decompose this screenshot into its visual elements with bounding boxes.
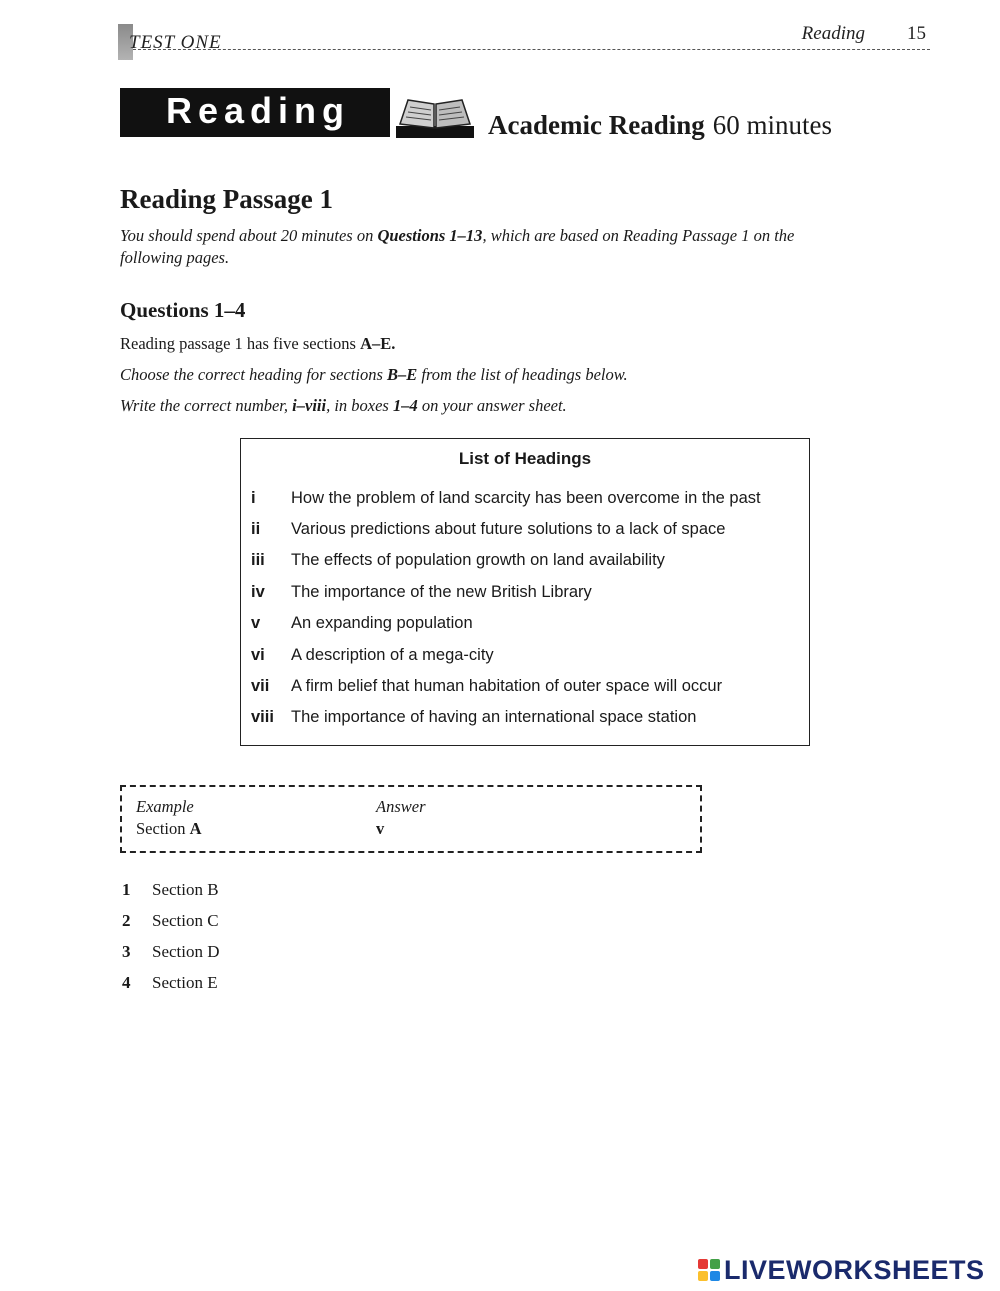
- answer-section-label: Section C: [152, 911, 219, 930]
- instruction-text-end: , which are based on Reading Passage 1 on the following pages.: [120, 226, 795, 267]
- logo-square-blue: [710, 1271, 720, 1281]
- passage-instruction: [120, 225, 820, 269]
- heading-text: An expanding population: [291, 614, 473, 632]
- example-label: Example: [136, 797, 194, 816]
- academic-reading-title: [488, 110, 832, 141]
- heading-text: How the problem of land scarcity has been overcome in the past: [291, 489, 761, 507]
- heading-number: i: [251, 489, 256, 507]
- line2-text-end: from the list of headings below.: [417, 365, 628, 384]
- heading-text: The importance of having an international space station: [291, 708, 697, 726]
- heading-number: iv: [251, 583, 265, 601]
- questions-line-sections: [120, 334, 395, 354]
- answer-number: 4: [122, 973, 131, 992]
- questions-title: Questions 1–4: [120, 298, 246, 322]
- heading-number: vi: [251, 646, 265, 664]
- line3-text-mid: , in boxes: [326, 396, 393, 415]
- answer-row[interactable]: [122, 911, 219, 931]
- heading-text: A firm belief that human habitation of outer space will occur: [291, 677, 723, 695]
- logo-square-yellow: [698, 1271, 708, 1281]
- heading-number: v: [251, 614, 261, 632]
- heading-number: iii: [251, 551, 265, 569]
- page-header-right: [802, 23, 926, 45]
- heading-number: vii: [251, 677, 270, 695]
- headings-list-title: List of Headings: [458, 449, 592, 468]
- heading-number: ii: [251, 520, 261, 538]
- instruction-questions: Questions 1–13: [377, 226, 483, 245]
- line1-text: Reading passage 1 has five sections: [120, 334, 361, 353]
- answer-number: 3: [122, 942, 131, 961]
- answer-number: 1: [122, 880, 131, 899]
- heading-text: The importance of the new British Library: [291, 583, 592, 601]
- running-header: [118, 20, 930, 53]
- logo-square-green: [710, 1259, 720, 1269]
- test-label-rest: EST ONE: [140, 32, 222, 53]
- heading-text: A description of a mega-city: [291, 646, 494, 664]
- line3-text-end: on your answer sheet.: [417, 396, 567, 415]
- line2-text: Choose the correct heading for sections: [120, 365, 388, 384]
- line3-bold-range: i–viii: [292, 396, 327, 415]
- section-duration: 60 minutes: [712, 110, 832, 140]
- liveworksheets-watermark: [698, 1254, 985, 1286]
- heading-number: viii: [251, 708, 274, 726]
- answer-number: 2: [122, 911, 131, 930]
- test-label-first: T: [129, 32, 141, 53]
- section-name: Reading: [801, 23, 865, 44]
- test-label: [118, 24, 222, 60]
- line1-bold: A–E.: [360, 334, 396, 353]
- heading-text: The effects of population growth on land availability: [291, 551, 665, 569]
- watermark-text: LIVEWORKSHEETS: [724, 1254, 985, 1285]
- logo-square-red: [698, 1259, 708, 1269]
- answer-row[interactable]: [122, 880, 219, 900]
- answer-row[interactable]: [122, 942, 220, 962]
- answer-row[interactable]: [122, 973, 218, 993]
- example-section-text: Section: [136, 819, 190, 838]
- headings-list-box: [240, 438, 810, 746]
- line2-bold: B–E: [387, 365, 418, 384]
- answer-section-label: Section B: [152, 880, 219, 899]
- answer-label: Answer: [376, 797, 426, 816]
- questions-line-choose: [120, 365, 628, 385]
- example-section-letter: A: [189, 819, 202, 838]
- page-number: 15: [907, 23, 926, 44]
- passage-title: Reading Passage 1: [120, 184, 334, 214]
- line3-bold-boxes: 1–4: [392, 396, 418, 415]
- section-title-name: Academic Reading: [488, 110, 705, 140]
- example-box: [120, 785, 702, 853]
- example-section: [136, 819, 202, 839]
- liveworksheets-logo-icon: [698, 1259, 720, 1281]
- example-answer-value: v: [376, 819, 385, 838]
- questions-line-write: [120, 396, 567, 416]
- heading-text: Various predictions about future solutions to a lack of space: [291, 520, 726, 538]
- answer-section-label: Section E: [152, 973, 218, 992]
- banner-label: Reading: [166, 90, 351, 131]
- answer-section-label: Section D: [152, 942, 220, 961]
- instruction-text: You should spend about 20 minutes on: [120, 226, 378, 245]
- line3-text: Write the correct number,: [120, 396, 293, 415]
- open-book-icon: [396, 88, 474, 138]
- reading-banner: [120, 88, 390, 137]
